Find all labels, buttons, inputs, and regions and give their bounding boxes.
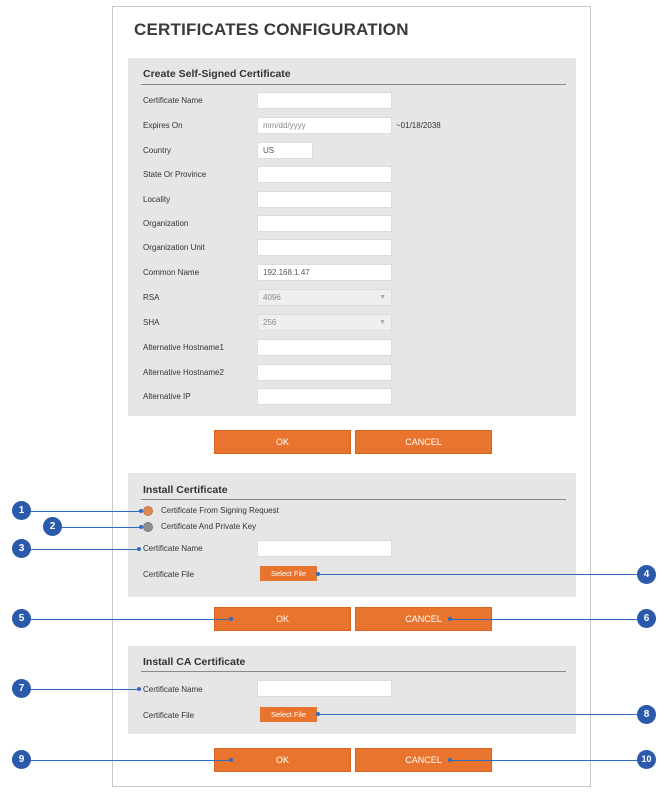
organization-unit-label: Organization Unit (143, 243, 205, 252)
callout-2: 2 (43, 517, 62, 536)
callout-3-pointer (137, 547, 141, 551)
install-certificate-title: Install Certificate (143, 484, 228, 496)
install-select-file-button[interactable]: Select File (260, 566, 317, 581)
alt-hostname2-label: Alternative Hostname2 (143, 368, 224, 377)
install-certificate-divider (141, 499, 566, 500)
self-signed-ok-button[interactable]: OK (214, 430, 351, 454)
ca-select-file-button[interactable]: Select File (260, 707, 317, 722)
callout-6: 6 (637, 609, 656, 628)
callout-7-pointer (137, 687, 141, 691)
chevron-down-icon: ▼ (379, 319, 386, 326)
page-title: CERTIFICATES CONFIGURATION (134, 20, 409, 39)
rsa-label: RSA (143, 293, 160, 302)
self-signed-cancel-button[interactable]: CANCEL (355, 430, 492, 454)
alt-ip-input[interactable] (257, 388, 392, 405)
callout-2-pointer (139, 525, 143, 529)
radio-private-key[interactable] (143, 522, 153, 532)
sha-select-value: 256 (263, 318, 277, 327)
self-signed-title: Create Self-Signed Certificate (143, 68, 291, 80)
rsa-select (257, 289, 392, 306)
chevron-down-icon: ▼ (379, 294, 386, 301)
callout-9: 9 (12, 750, 31, 769)
expires-on-input[interactable]: mm/dd/yyyy (257, 117, 392, 134)
expires-on-label: Expires On (143, 121, 183, 130)
organization-input[interactable] (257, 215, 392, 232)
sha-select (257, 314, 392, 331)
state-input[interactable] (257, 166, 392, 183)
locality-input[interactable] (257, 191, 392, 208)
alt-hostname2-input[interactable] (257, 364, 392, 381)
ca-cert-file-label: Certificate File (143, 711, 195, 720)
callout-8-leader (318, 714, 646, 715)
callout-6-pointer (448, 617, 452, 621)
self-signed-panel (128, 58, 576, 416)
callout-8-pointer (316, 712, 320, 716)
callout-10-pointer (448, 758, 452, 762)
callout-10-leader (450, 760, 646, 761)
callout-4-leader (318, 574, 646, 575)
common-name-input[interactable]: 192.168.1.47 (257, 264, 392, 281)
install-cert-file-label: Certificate File (143, 570, 195, 579)
common-name-label: Common Name (143, 268, 200, 277)
install-ca-divider (141, 671, 566, 672)
organization-label: Organization (143, 219, 189, 228)
callout-7: 7 (12, 679, 31, 698)
install-cert-name-label: Certificate Name (143, 544, 203, 553)
callout-6-leader (450, 619, 646, 620)
callout-7-leader (22, 689, 140, 690)
ca-ok-button[interactable]: OK (214, 748, 351, 772)
radio-signing-request[interactable] (143, 506, 153, 516)
callout-4-pointer (316, 572, 320, 576)
certificate-name-label: Certificate Name (143, 96, 203, 105)
callout-5: 5 (12, 609, 31, 628)
alt-ip-label: Alternative IP (143, 392, 191, 401)
alt-hostname1-input[interactable] (257, 339, 392, 356)
certificate-name-input[interactable] (257, 92, 392, 109)
install-cancel-button[interactable]: CANCEL (355, 607, 492, 631)
self-signed-divider (141, 84, 566, 85)
ca-cancel-button[interactable]: CANCEL (355, 748, 492, 772)
locality-label: Locality (143, 195, 171, 204)
callout-5-pointer (229, 617, 233, 621)
country-label: Country (143, 146, 172, 155)
callout-1: 1 (12, 501, 31, 520)
country-input[interactable]: US (257, 142, 313, 159)
callout-1-pointer (139, 509, 143, 513)
callout-1-leader (22, 511, 142, 512)
organization-unit-input[interactable] (257, 239, 392, 256)
rsa-select-value: 4096 (263, 293, 281, 302)
callout-9-pointer (229, 758, 233, 762)
callout-9-leader (22, 760, 232, 761)
callout-2-leader (52, 527, 142, 528)
callout-3: 3 (12, 539, 31, 558)
callout-5-leader (22, 619, 232, 620)
callout-10: 10 (637, 750, 656, 769)
radio-private-key-label: Certificate And Private Key (161, 522, 257, 531)
install-ok-button[interactable]: OK (214, 607, 351, 631)
ca-cert-name-label: Certificate Name (143, 685, 203, 694)
callout-4: 4 (637, 565, 656, 584)
callout-3-leader (22, 549, 140, 550)
callout-8: 8 (637, 705, 656, 724)
alt-hostname1-label: Alternative Hostname1 (143, 343, 224, 352)
install-cert-name-input[interactable] (257, 540, 392, 557)
expires-on-hint: ~01/18/2038 (396, 121, 441, 130)
sha-label: SHA (143, 318, 160, 327)
radio-signing-request-label: Certificate From Signing Request (161, 506, 279, 515)
install-ca-title: Install CA Certificate (143, 656, 246, 668)
ca-cert-name-input[interactable] (257, 680, 392, 697)
state-label: State Or Province (143, 170, 207, 179)
